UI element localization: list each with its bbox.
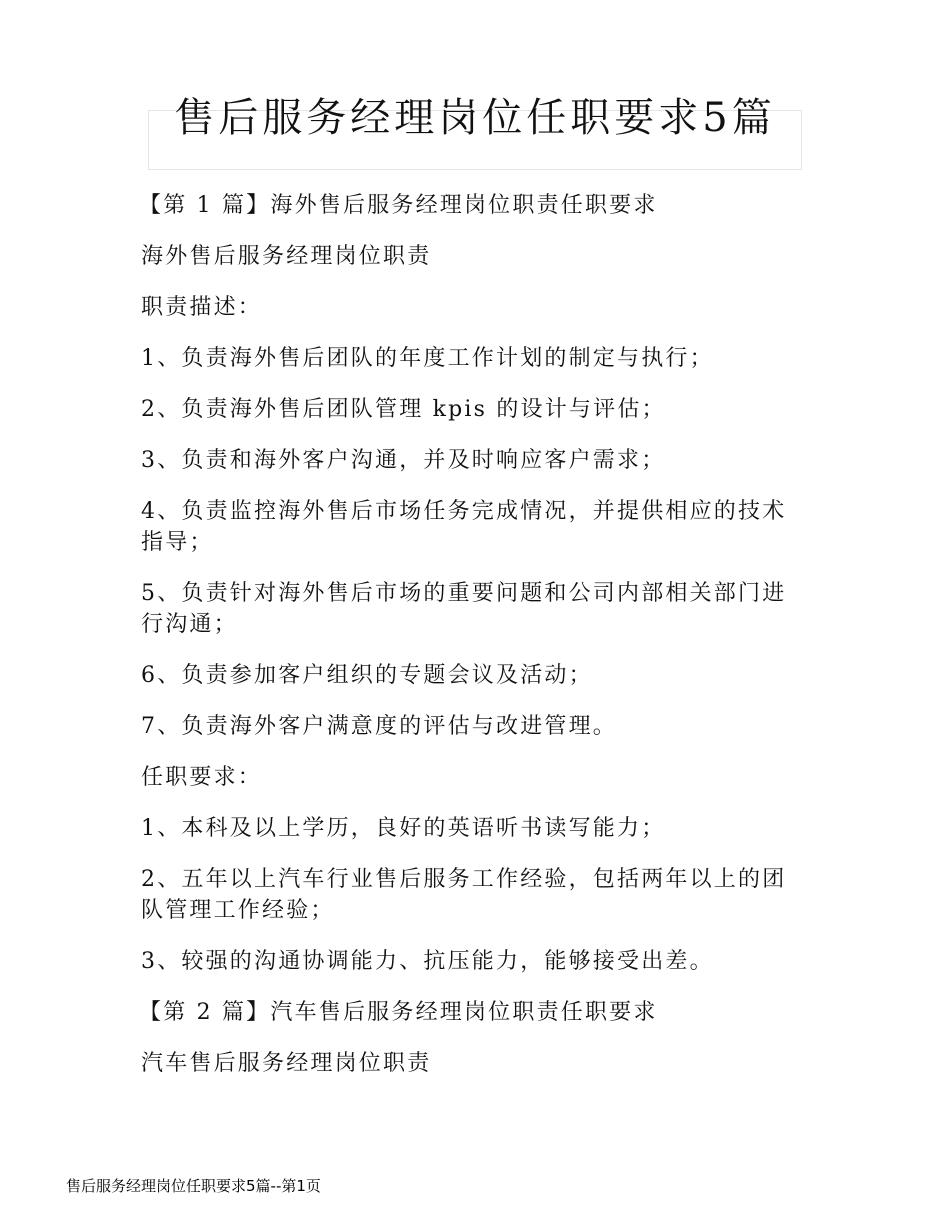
- duty-item-7: 7、负责海外客户满意度的评估与改进管理。: [141, 714, 617, 739]
- duty-item-4: 4、负责监控海外售后市场任务完成情况，并提供相应的技术指导；: [141, 499, 787, 555]
- paragraph-subtitle-2: 汽车售后服务经理岗位职责: [141, 1051, 432, 1076]
- duty-item-1: 1、负责海外售后团队的年度工作计划的制定与执行；: [141, 346, 714, 371]
- requirement-item-3: 3、较强的沟通协调能力、抗压能力，能够接受出差。: [141, 949, 714, 974]
- paragraph-subtitle: 海外售后服务经理岗位职责: [141, 244, 432, 269]
- document-title: 售后服务经理岗位任职要求5篇: [174, 95, 776, 141]
- section-heading-2: 【第 2 篇】汽车售后服务经理岗位职责任职要求: [139, 1000, 658, 1025]
- document-body: [141, 190, 809, 1099]
- page-footer: 售后服务经理岗位任职要求5篇--第1页: [66, 1177, 321, 1195]
- duty-item-6: 6、负责参加客户组织的专题会议及活动；: [141, 663, 593, 688]
- section-heading-1: 【第 1 篇】海外售后服务经理岗位职责任职要求: [139, 193, 658, 218]
- duty-item-3: 3、负责和海外客户沟通，并及时响应客户需求；: [141, 448, 666, 473]
- requirement-item-1: 1、本科及以上学历，良好的英语听书读写能力；: [141, 816, 666, 841]
- paragraph-requirements-label: 任职要求：: [141, 765, 263, 790]
- paragraph-duties-label: 职责描述：: [141, 295, 263, 320]
- duty-item-2: 2、负责海外售后团队管理 kpis 的设计与评估；: [141, 397, 666, 422]
- requirement-item-2: 2、五年以上汽车行业售后服务工作经验，包括两年以上的团队管理工作经验；: [141, 867, 787, 923]
- duty-item-5: 5、负责针对海外售后市场的重要问题和公司内部相关部门进行沟通；: [141, 581, 787, 637]
